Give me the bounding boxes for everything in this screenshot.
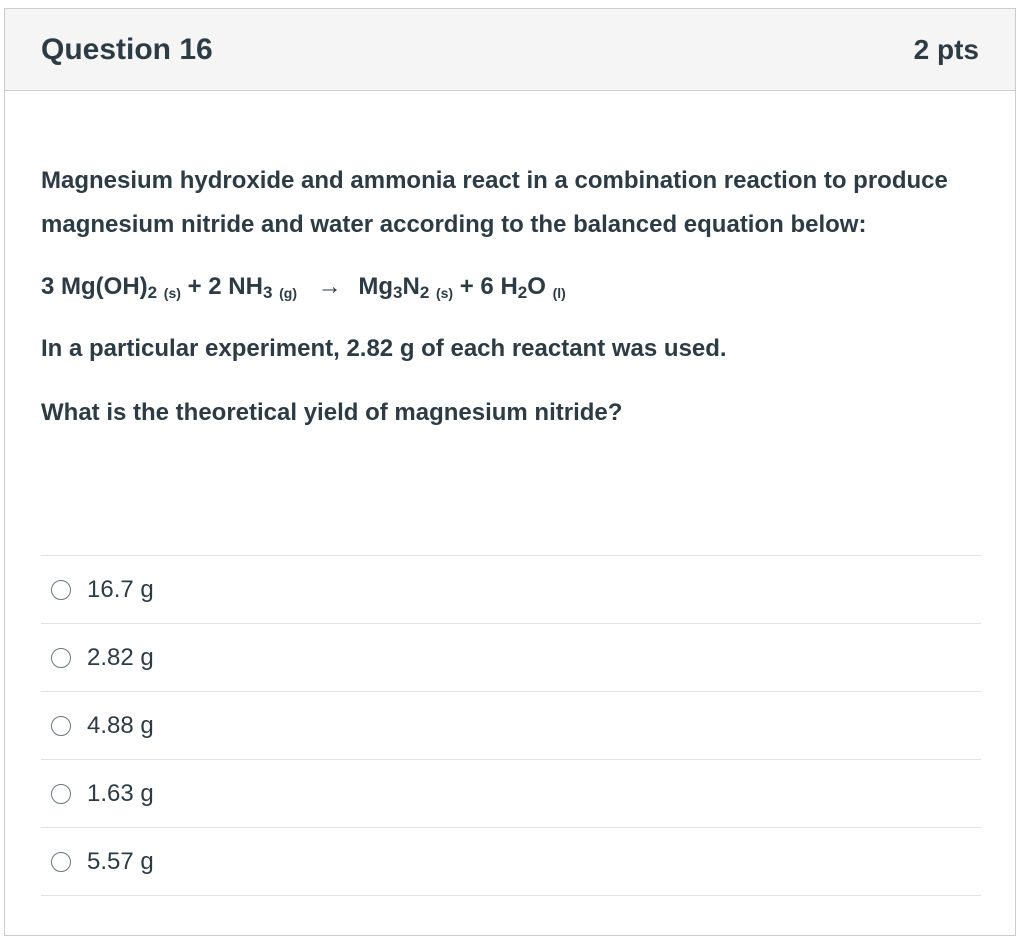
answer-list <box>41 555 981 896</box>
radio-button[interactable] <box>51 784 71 804</box>
answer-option[interactable] <box>41 828 981 896</box>
answer-option[interactable] <box>41 556 981 624</box>
radio-button[interactable] <box>51 716 71 736</box>
eq-plus-1: + 2 NH <box>187 273 263 300</box>
question-intro: Magnesium hydroxide and ammonia react in a combination reaction to produce magnesium nitride and water according to the balanced equation below: <box>41 167 948 238</box>
answer-label: 1.63 g <box>87 779 154 807</box>
answer-option[interactable] <box>41 692 981 760</box>
answer-label: 2.82 g <box>87 643 154 671</box>
radio-button[interactable] <box>51 648 71 668</box>
answer-option[interactable] <box>41 760 981 828</box>
eq-r1-sub: 2 <box>147 283 158 302</box>
question-body <box>5 91 1015 433</box>
answer-option[interactable] <box>41 624 981 692</box>
question-header <box>5 9 1015 91</box>
question-prompt: What is the theoretical yield of magnesium nitride? <box>41 399 623 426</box>
eq-p2-sub: 2 <box>517 283 528 302</box>
eq-plus-2: + 6 H <box>459 273 518 300</box>
eq-product-1b: N <box>402 273 420 300</box>
eq-r1-state: (s) <box>163 285 181 301</box>
eq-arrow: → <box>317 273 342 300</box>
eq-r2-state: (g) <box>279 285 297 301</box>
answer-label: 16.7 g <box>87 575 154 603</box>
radio-button[interactable] <box>51 852 71 872</box>
question-card <box>4 8 1016 936</box>
question-points: 2 pts <box>913 33 979 65</box>
eq-r2-sub: 3 <box>262 283 273 302</box>
answer-label: 4.88 g <box>87 711 154 739</box>
eq-p2-state: (l) <box>552 285 566 301</box>
eq-p1-sub1: 3 <box>393 283 403 302</box>
question-title: Question 16 <box>41 32 213 66</box>
eq-p1-sub2: 2 <box>419 283 430 302</box>
chemical-equation <box>41 267 979 307</box>
radio-button[interactable] <box>51 580 71 600</box>
eq-product-2b: O <box>527 273 546 300</box>
answer-label: 5.57 g <box>87 847 154 875</box>
eq-reactant-1: 3 Mg(OH) <box>41 273 148 300</box>
eq-p1-state: (s) <box>435 285 454 301</box>
eq-product-1a: Mg <box>358 273 393 300</box>
question-experiment: In a particular experiment, 2.82 g of each reactant was used. <box>41 335 727 362</box>
